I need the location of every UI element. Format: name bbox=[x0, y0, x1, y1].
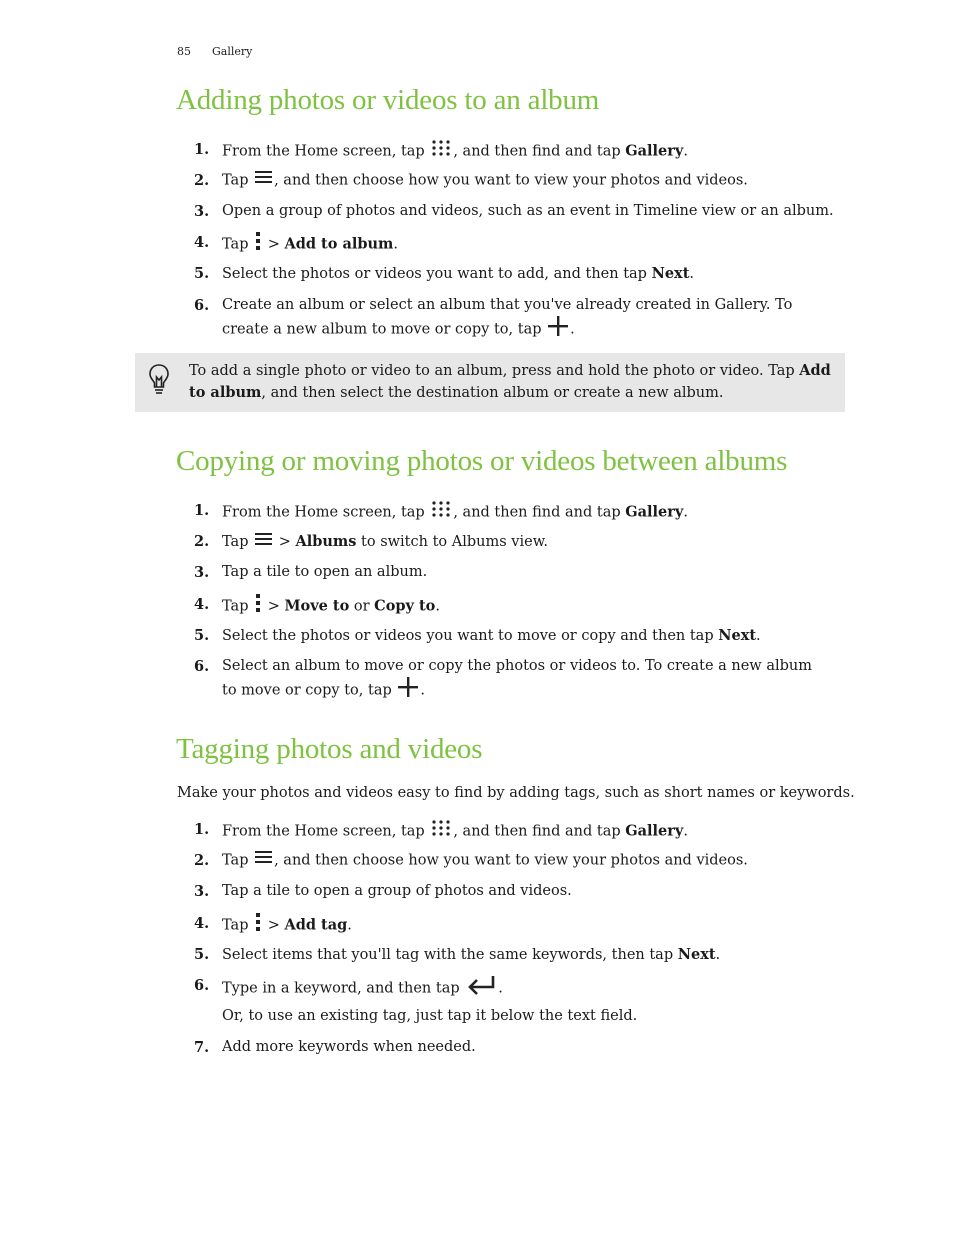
list-item: 4. Tap > Move to or Copy to. bbox=[194, 594, 834, 619]
list-item: 5. Select items that you'll tag with the same keywords, then tap Next. bbox=[194, 946, 721, 963]
list-item: 7. Add more keywords when needed. bbox=[194, 1039, 476, 1056]
list-item: 1. From the Home screen, tap , and then find and tap Gallery. bbox=[194, 500, 834, 525]
list-item: 4. Tap > Add tag. bbox=[194, 913, 834, 938]
list-item: 6. Create an album or select an album that you've already created in Gallery. To create a new album to move or copy to, tap . bbox=[194, 295, 834, 343]
list-item: 5. Select the photos or videos you want to move or copy and then tap Next. bbox=[194, 627, 761, 644]
list-item: 3. Tap a tile to open an album. bbox=[194, 564, 428, 581]
list-item: 1. From the Home screen, tap , and then find and tap Gallery. bbox=[194, 819, 834, 844]
list-item: 1. From the Home screen, tap , and then find and tap Gallery. bbox=[194, 139, 834, 164]
list-item: 3. Tap a tile to open a group of photos and videos. bbox=[194, 883, 572, 900]
section-intro: Make your photos and videos easy to find by adding tags, such as short names or keywords. bbox=[177, 785, 855, 801]
more-vertical-icon bbox=[255, 232, 261, 257]
list-item: 4. Tap > Add to album. bbox=[194, 232, 834, 257]
more-vertical-icon bbox=[255, 913, 261, 938]
lightbulb-icon bbox=[148, 363, 170, 399]
section-title-copying: Copying or moving photos or videos between albums bbox=[176, 445, 788, 477]
menu-icon bbox=[255, 170, 272, 191]
section-title-tagging: Tagging photos and videos bbox=[176, 733, 483, 765]
section-title-adding: Adding photos or videos to an album bbox=[176, 84, 600, 116]
more-vertical-icon bbox=[255, 594, 261, 619]
menu-icon bbox=[255, 850, 272, 871]
tip-text: To add a single photo or video to an album, press and hold the photo or video. Tap Add to album, and then select the destination album or create a new album. bbox=[189, 362, 831, 401]
menu-icon bbox=[255, 532, 272, 553]
list-item: 2. Tap , and then choose how you want to view your photos and videos. bbox=[194, 172, 748, 189]
enter-icon bbox=[466, 975, 496, 1002]
list-item: 5. Select the photos or videos you want to add, and then tap Next. bbox=[194, 265, 695, 282]
tip-box bbox=[135, 353, 845, 412]
step-subnote: Or, to use an existing tag, just tap it below the text field. bbox=[222, 1008, 638, 1024]
plus-icon bbox=[548, 316, 568, 343]
section-name: Gallery bbox=[212, 45, 253, 58]
list-item: 2. Tap > Albums to switch to Albums view. bbox=[194, 531, 834, 553]
list-item: 2. Tap , and then choose how you want to view your photos and videos. bbox=[194, 852, 748, 869]
apps-grid-icon bbox=[431, 500, 451, 525]
page-number: 85 bbox=[177, 45, 191, 58]
plus-icon bbox=[398, 677, 418, 704]
apps-grid-icon bbox=[431, 819, 451, 844]
apps-grid-icon bbox=[431, 139, 451, 164]
running-header bbox=[177, 45, 252, 58]
list-item: 6. Select an album to move or copy the photos or videos to. To create a new album to move or copy to, tap . bbox=[194, 656, 834, 704]
list-item: 6. Type in a keyword, and then tap . bbox=[194, 975, 834, 1002]
list-item: 3. Open a group of photos and videos, such as an event in Timeline view or an album. bbox=[194, 203, 834, 220]
